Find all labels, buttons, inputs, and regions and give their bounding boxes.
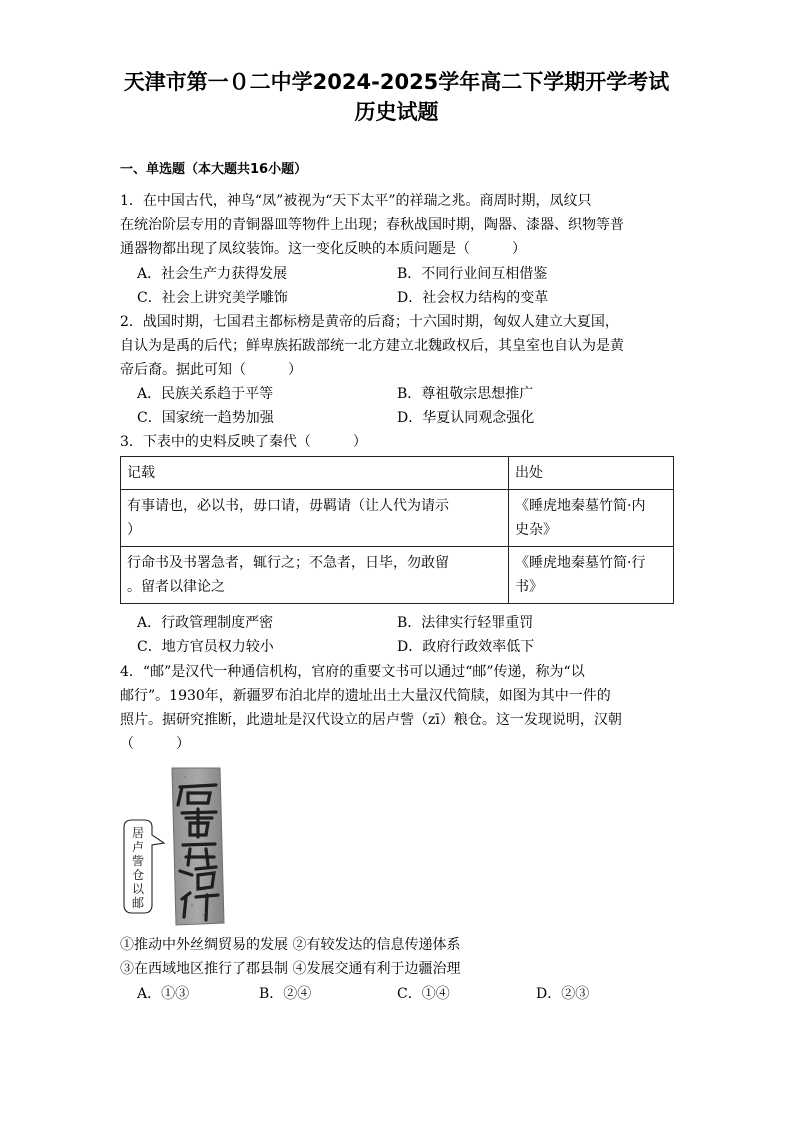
- q2-stem-line: 2．战国时期，七国君主都标榜是黄帝的后裔；十六国时期，匈奴人建立大夏国，: [120, 314, 619, 330]
- callout-char: 邮: [131, 896, 145, 910]
- source-cell: [509, 490, 674, 547]
- table-header-record: 记载: [121, 457, 509, 490]
- exam-title: 天津市第一０二中学2024-2025学年高二下学期开学考试: [123, 70, 670, 94]
- record-line: 行命书及书署急者，辄行之；不急者，日毕，勿敢留: [127, 555, 449, 571]
- q1-option-a[interactable]: A．社会生产力获得发展: [137, 266, 288, 282]
- q3-option-a[interactable]: A．行政管理制度严密: [137, 615, 274, 631]
- q1-stem-line: 1．在中国古代，神鸟“凤”被视为“天下太平”的祥瑞之兆。商周时期，凤纹只: [120, 193, 592, 209]
- record-cell: [121, 490, 509, 547]
- record-line: 。留者以律论之: [127, 579, 225, 595]
- source-table: [120, 456, 674, 604]
- q2-option-b[interactable]: B．尊祖敬宗思想推广: [397, 386, 534, 402]
- q2-option-a[interactable]: A．民族关系趋于平等: [137, 386, 274, 402]
- table-row: [121, 490, 674, 547]
- q4-statement-line: ③在西域地区推行了郡县制 ④发展交通有利于边疆治理: [120, 961, 461, 977]
- q2-stem-line: 帝后裔。据此可知（ ）: [120, 362, 302, 378]
- source-line: 《睡虎地秦墓竹简·内: [515, 498, 646, 514]
- callout-char: 仓: [131, 868, 145, 882]
- q4-option-b[interactable]: B．②④: [259, 986, 312, 1002]
- exam-subject-title: 历史试题: [354, 100, 439, 124]
- callout-char: 居: [131, 826, 145, 840]
- table-header-row: [121, 457, 674, 490]
- q3-option-b[interactable]: B．法律实行轻罪重罚: [397, 615, 534, 631]
- q1-stem-line: 在统治阶层专用的青铜器皿等物件上出现；春秋战国时期，陶器、漆器、织物等普: [120, 217, 624, 233]
- q4-option-c[interactable]: C．①④: [397, 986, 450, 1002]
- q1-option-c[interactable]: C．社会上讲究美学雕饰: [137, 290, 288, 306]
- q4-statement-line: ①推动中外丝绸贸易的发展 ②有较发达的信息传递体系: [120, 937, 461, 953]
- callout-char: 訾: [131, 854, 145, 868]
- q4-option-d[interactable]: D．②③: [536, 986, 590, 1002]
- q4-stem-line: 照片。据研究推断，此遗址是汉代设立的居卢訾（zī）粮仓。这一发现说明，汉朝: [120, 712, 622, 728]
- source-line: 《睡虎地秦墓竹简·行: [515, 555, 646, 571]
- q1-option-b[interactable]: B．不同行业间互相借鉴: [397, 266, 548, 282]
- q4-stem-line: 邮行”。1930年，新疆罗布泊北岸的遗址出土大量汉代简牍，如图为其中一件的: [120, 688, 611, 704]
- section-heading: 一、单选题（本大题共16小题）: [120, 162, 308, 177]
- q2-stem-line: 自认为是禹的后代；鲜卑族拓跋部统一北方建立北魏政权后，其皇室也自认为是黄: [120, 338, 624, 354]
- table-header-source: 出处: [509, 457, 674, 490]
- q2-option-d[interactable]: D．华夏认同观念强化: [397, 410, 535, 426]
- record-cell: [121, 547, 509, 604]
- source-line: 书》: [515, 579, 543, 595]
- bamboo-slip-illustration: [120, 765, 235, 930]
- q1-option-d[interactable]: D．社会权力结构的变革: [397, 290, 549, 306]
- q3-option-c[interactable]: C．地方官员权力较小: [137, 639, 274, 655]
- callout-char: 卢: [131, 840, 145, 854]
- q3-option-d[interactable]: D．政府行政效率低下: [397, 639, 535, 655]
- q4-stem-line: 4．“邮”是汉代一种通信机构，官府的重要文书可以通过“邮”传递，称为“以: [120, 664, 585, 680]
- source-cell: [509, 547, 674, 604]
- q4-stem-line: （ ）: [120, 736, 190, 752]
- q3-stem: 3．下表中的史料反映了秦代（ ）: [120, 434, 367, 450]
- record-line: 有事请也，必以书，毋口请，毋羁请（让人代为请示: [127, 498, 449, 514]
- q4-option-a[interactable]: A．①③: [137, 986, 190, 1002]
- q2-option-c[interactable]: C．国家统一趋势加强: [137, 410, 274, 426]
- table-row: [121, 547, 674, 604]
- source-line: 史杂》: [515, 522, 557, 538]
- callout-char: 以: [131, 882, 145, 896]
- bamboo-slip-photo: [120, 765, 235, 930]
- record-line: ）: [127, 522, 141, 538]
- q1-stem-line: 通器物都出现了凤纹装饰。这一变化反映的本质问题是（ ）: [120, 241, 526, 257]
